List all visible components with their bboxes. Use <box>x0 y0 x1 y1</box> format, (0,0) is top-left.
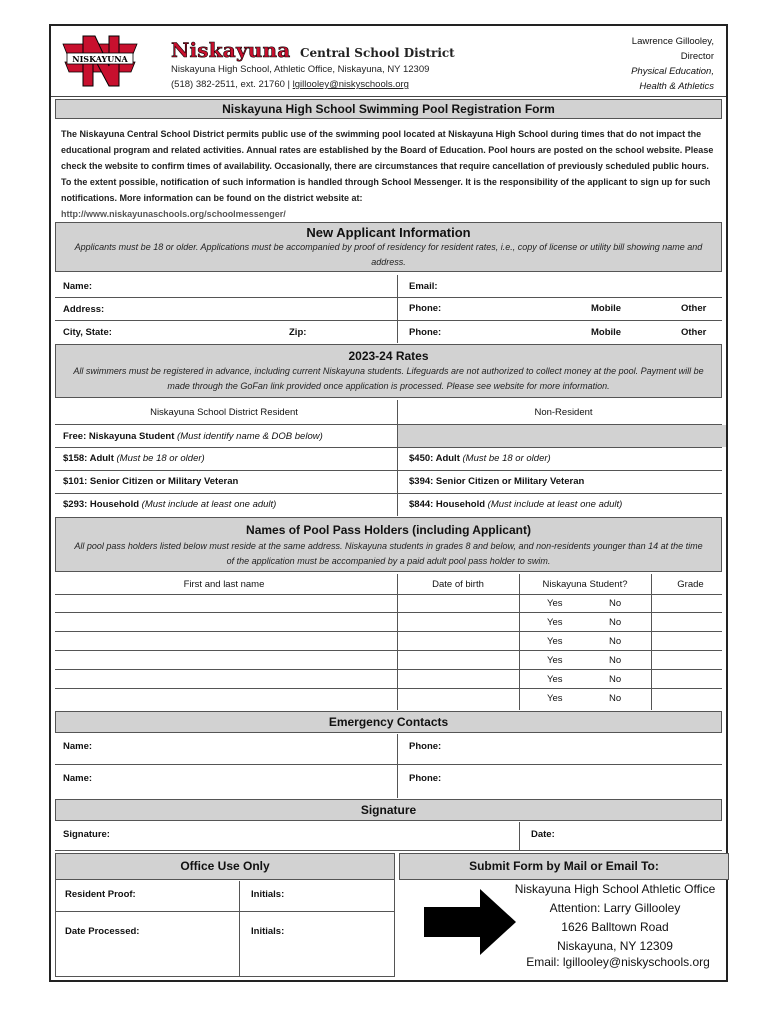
holder-row[interactable] <box>55 613 722 632</box>
student-no-option[interactable]: No <box>609 655 622 666</box>
holder-row[interactable] <box>55 670 722 689</box>
header-divider <box>51 96 726 97</box>
student-yes-option[interactable]: Yes <box>547 617 563 628</box>
emergency-phone-2: Phone: <box>409 773 442 784</box>
student-no-option[interactable]: No <box>609 598 622 609</box>
date-processed-label: Date Processed: <box>65 926 140 937</box>
nonresident-header: Non-Resident <box>534 407 593 418</box>
initials-label-2: Initials: <box>251 926 285 937</box>
col-name: First and last name <box>183 579 265 590</box>
rate-free-student: Free: Niskayuna Student (Must identify name & DOB below) <box>63 431 323 442</box>
district-brand <box>171 38 455 62</box>
col-dob: Date of birth <box>432 579 484 590</box>
name-label: Name: <box>63 281 93 292</box>
emergency-header: Emergency Contacts <box>55 711 722 733</box>
student-no-option[interactable]: No <box>609 674 622 685</box>
student-yes-option[interactable]: Yes <box>547 598 563 609</box>
rate-nonresident-adult: $450: Adult (Must be 18 or older) <box>409 453 551 464</box>
student-no-option[interactable]: No <box>609 617 622 628</box>
submit-header: Submit Form by Mail or Email To: <box>399 853 729 880</box>
form-title: Niskayuna High School Swimming Pool Registration Form <box>55 99 722 119</box>
submit-email[interactable]: Email: lgillooley@niskyschools.org <box>526 955 710 969</box>
emergency-name-1: Name: <box>63 741 93 752</box>
niskayuna-logo <box>59 32 141 90</box>
rate-resident-adult: $158: Adult (Must be 18 or older) <box>63 453 205 464</box>
rate-nonresident-household: $844: Household (Must include at least one adult) <box>409 499 623 510</box>
rate-nonresident-senior: $394: Senior Citizen or Military Veteran <box>409 476 585 487</box>
phone-label: Phone: <box>409 303 442 314</box>
brand-name: Niskayuna <box>171 38 291 62</box>
student-yes-option[interactable]: Yes <box>547 636 563 647</box>
rates-note: All swimmers must be registered in advance, including current Niskayuna students. Lifeguards are not authorized to collect money at the pool. Payment will be made through the GoFan link provided once application is processed. Please see website for more information. <box>73 366 704 391</box>
col-grade: Grade <box>677 579 704 590</box>
address-line: Niskayuna High School, Athletic Office, Niskayuna, NY 12309 <box>171 64 430 75</box>
intro-text: The Niskayuna Central School District permits public use of the swimming pool located at Niskayuna High School during times that do not impact the educational program and related activities. Annual rates are established by the Board of Education. Pool hours are posted on the school website. Please check the website to confirm times of availability. Occasionally, there are circumstances that require cancellation of previously scheduled public hours. To the extent possible, notification of such information is handled through School Messenger. It is the responsibility of the applicant to sign up for such notifications. More information can be found on the district website at: http://www.niskayunaschools.org/schoolmessenger/ <box>61 129 714 219</box>
phone-line: (518) 382-2511, ext. 21760 | lgillooley@niskyschools.org <box>171 79 409 90</box>
col-student: Niskayuna Student? <box>542 579 628 590</box>
emergency-name-2: Name: <box>63 773 93 784</box>
office-header: Office Use Only <box>56 854 394 880</box>
email-link[interactable]: lgillooley@niskyschools.org <box>292 79 409 90</box>
phone-label-2: Phone: <box>409 327 442 338</box>
student-no-option[interactable]: No <box>609 636 622 647</box>
address-label: Address: <box>63 304 105 315</box>
signature-header: Signature <box>55 799 722 821</box>
student-no-option[interactable]: No <box>609 693 622 704</box>
applicant-header: New Applicant Information <box>55 222 722 272</box>
date-label: Date: <box>531 829 555 840</box>
submit-address: Niskayuna High School Athletic Office Attention: Larry Gillooley 1626 Balltown Road Niskayuna, NY 12309 <box>514 882 716 953</box>
svg-text:NISKAYUNA: NISKAYUNA <box>72 54 128 64</box>
other-label: Other <box>681 303 707 314</box>
mobile-label: Mobile <box>591 303 622 314</box>
email-label: Email: <box>409 281 438 292</box>
holder-row[interactable] <box>55 651 722 670</box>
mobile-label-2: Mobile <box>591 327 622 338</box>
other-label-2: Other <box>681 327 707 338</box>
holder-row[interactable] <box>55 689 722 708</box>
messenger-url[interactable]: http://www.niskayunaschools.org/schoolmessenger/ <box>61 209 286 219</box>
holders-note: All pool pass holders listed below must reside at the same address. Niskayuna students in grades 8 and below, and non-residents younger than 14 at the time of the application must be accompanied by a paid adult pool pass holder to swim. <box>74 541 703 566</box>
student-yes-option[interactable]: Yes <box>547 655 563 666</box>
rates-header: 2023-24 Rates <box>55 344 722 398</box>
city-label: City, State: <box>63 327 112 338</box>
student-yes-option[interactable]: Yes <box>547 693 563 704</box>
director-info: Lawrence Gillooley, Director Physical Education, Health & Athletics <box>631 36 714 92</box>
holder-row[interactable] <box>55 594 722 613</box>
resident-header: Niskayuna School District Resident <box>150 407 298 418</box>
applicant-note: Applicants must be 18 or older. Applications must be accompanied by proof of residency for resident rates, i.e., copy of license or utility bill showing name and address. <box>74 242 703 267</box>
zip-label: Zip: <box>289 327 307 338</box>
rate-resident-senior: $101: Senior Citizen or Military Veteran <box>63 476 239 487</box>
brand-suffix: Central School District <box>300 46 455 60</box>
nonresident-blank <box>398 425 726 447</box>
registration-form <box>49 24 728 982</box>
rate-resident-household: $293: Household (Must include at least one adult) <box>63 499 277 510</box>
resident-proof-label: Resident Proof: <box>65 889 136 900</box>
initials-label-1: Initials: <box>251 889 285 900</box>
signature-label: Signature: <box>63 829 110 840</box>
student-yes-option[interactable]: Yes <box>547 674 563 685</box>
holders-header: Names of Pool Pass Holders (including Applicant) <box>55 517 722 572</box>
emergency-phone-1: Phone: <box>409 741 442 752</box>
holder-row[interactable] <box>55 632 722 651</box>
